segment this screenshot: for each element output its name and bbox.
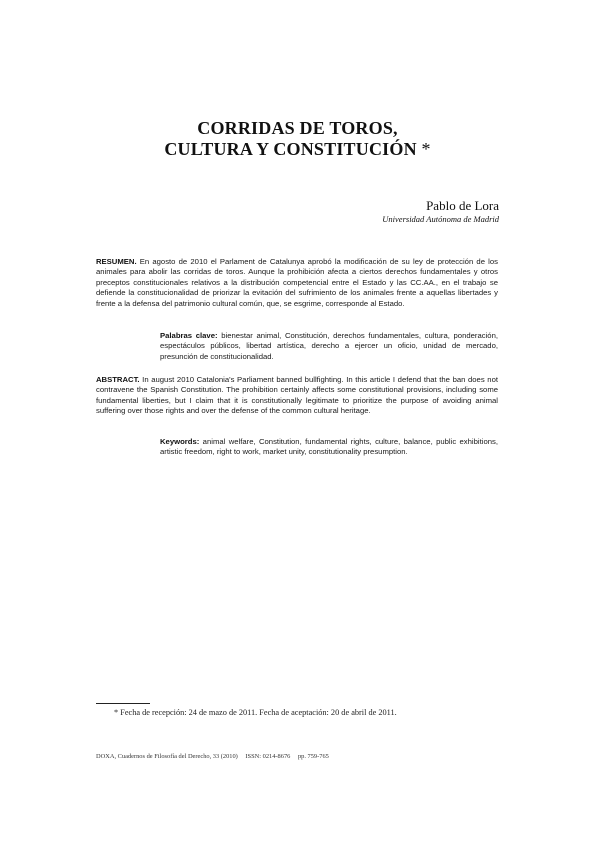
palabras-clave-text: bienestar animal, Constitución, derechos fundamentales, cultura, ponderación, espectáculos públicos, libertad artística, derecho a ejercer un oficio, unidad de mercado, presunción de constitucionalidad. — [160, 331, 498, 361]
footnote-divider — [96, 703, 150, 704]
journal-footer — [96, 753, 335, 760]
author-name: Pablo de Lora — [426, 198, 499, 213]
footnote: * Fecha de recepción: 24 de mazo de 2011. Fecha de aceptación: 20 de abril de 2011. — [114, 708, 397, 717]
article-title — [0, 118, 595, 160]
journal-name: DOXA, Cuadernos de Filosofía del Derecho, 33 (2010) — [96, 753, 238, 760]
keywords-text: animal welfare, Constitution, fundamental rights, culture, balance, public exhibitions, artistic freedom, right to work, market unity, constitutionality presumption. — [160, 437, 498, 457]
title-line-1: CORRIDAS DE TOROS, — [197, 118, 398, 138]
keywords-label: Keywords: — [160, 437, 200, 446]
title-line-2-text: CULTURA Y CONSTITUCIÓN — [164, 139, 417, 159]
title-line-2 — [0, 139, 595, 160]
resumen-label: RESUMEN. — [96, 257, 137, 266]
abstract-text: In august 2010 Catalonia's Parliament banned bullfighting. In this article I defend that the ban does not contravene the Spanish Constitution. The prohibition certainly affects some constitutional provisions, including some fundamental liberties, but I claim that it is constitutionally legitimate to prioritize the purpose of avoiding animal suffering over those rights and over the defense of the common cultural heritage. — [96, 375, 498, 416]
author-affiliation: Universidad Autónoma de Madrid — [382, 214, 499, 224]
palabras-clave-paragraph — [160, 331, 498, 362]
resumen-paragraph — [96, 257, 498, 309]
journal-issn: ISSN: 0214-8676 — [245, 753, 291, 760]
resumen-text: En agosto de 2010 el Parlament de Catalunya aprobó la modificación de su ley de protección de los animales para abolir las corridas de toros. Aunque la prohibición afecta a ciertos derechos fundamentales y otros preceptos constitucionales relativos a la distribución competencial entre el Estado y las CC.AA., en el trabajo se defiende la constitucionalidad de priorizar la evitación del sufrimiento de los animales frente a aquellas libertades y frente a la defensa del patrimonio cultural común, que, se esgrime, corresponde al Estado. — [96, 257, 498, 308]
palabras-clave-label: Palabras clave: — [160, 331, 218, 340]
keywords-paragraph — [160, 437, 498, 458]
abstract-paragraph — [96, 375, 498, 417]
abstract-label: ABSTRACT. — [96, 375, 140, 384]
title-footnote-mark: * — [416, 139, 431, 159]
journal-pages: pp. 759-765 — [297, 753, 329, 760]
